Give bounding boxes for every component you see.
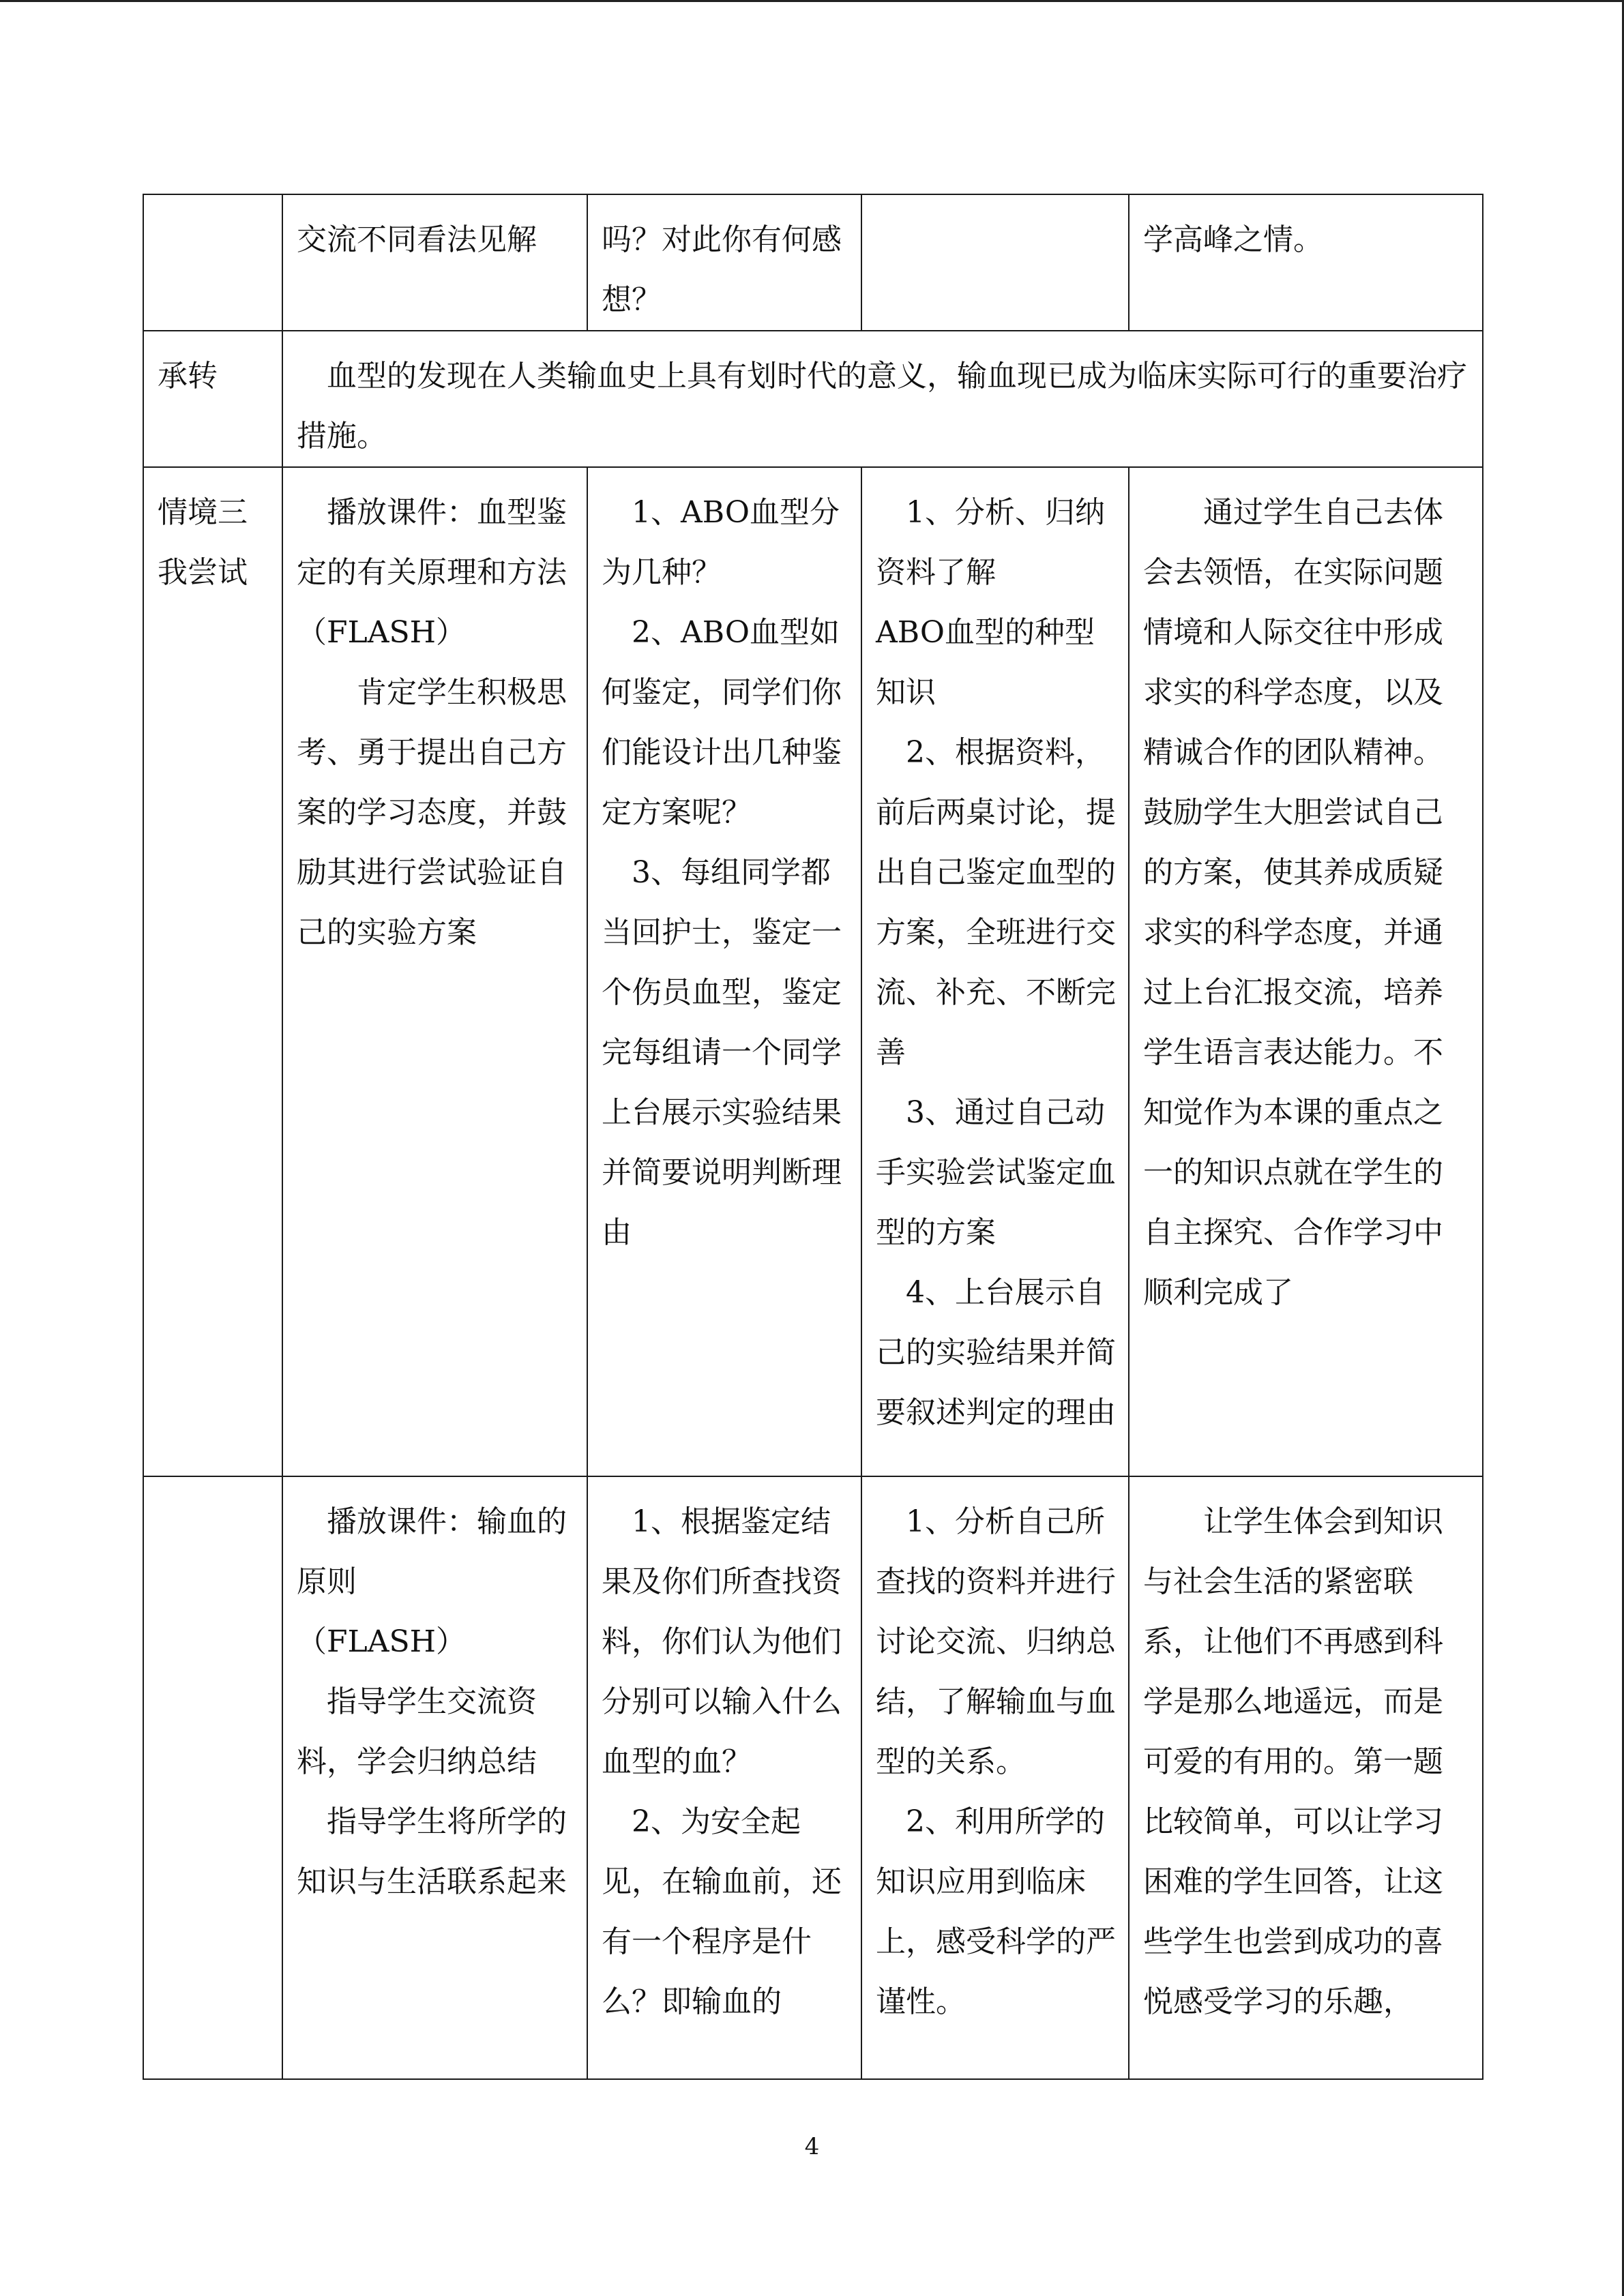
row2-transition-text: [282, 331, 1483, 467]
cell-paragraph: 1、分析自己所查找的资料并进行讨论交流、归纳总结，了解输血与血型的关系。: [876, 1504, 1116, 1779]
row3-teacher-activity: [282, 467, 587, 1476]
cell-paragraph: 播放课件：输血的原则: [297, 1504, 567, 1599]
row2-stage-cell: [143, 331, 282, 467]
row1-question: [587, 194, 861, 331]
cell-paragraph: 指导学生交流资料，学会归纳总结: [297, 1684, 537, 1779]
page-number: 4: [804, 2133, 820, 2160]
cell-paragraph: 指导学生将所学的知识与生活联系起来: [297, 1804, 567, 1899]
row4-student-activity: [861, 1476, 1129, 2079]
cell-paragraph: 让学生体会到知识与社会生活的紧密联系，让他们不再感到科学是那么地遥远，而是可爱的有用的。第一题比较简单，可以让学习困难的学生回答，让这些学生也尝到成功的喜悦感受学习的乐趣，: [1143, 1504, 1443, 2019]
cell-paragraph: ABO血型的种型知识: [876, 615, 1095, 710]
cell-text: 交流不同看法见解: [297, 222, 537, 257]
cell-paragraph: 3、每组同学都当回护士，鉴定一个伤员血型，鉴定完每组请一个同学上台展示实验结果并简要说明判断理由: [602, 855, 842, 1250]
cell-paragraph: 4、上台展示自己的实验结果并简要叙述判定的理由: [876, 1275, 1116, 1430]
table-row: [143, 1476, 1483, 2079]
cell-paragraph: 2、利用所学的知识应用到临床上，感受科学的严谨性。: [876, 1804, 1116, 2019]
cell-paragraph: 2、ABO血型如何鉴定，同学们你们能设计出几种鉴定方案呢？: [602, 615, 842, 830]
cell-paragraph: 通过学生自己去体会去领悟，在实际问题情境和人际交往中形成求实的科学态度，以及精诚合作的团队精神。鼓励学生大胆尝试自己的方案，使其养成质疑求实的科学态度，并通过上台汇报交流，培养学生语言表达能力。不知觉作为本课的重点之一的知识点就在学生的自主探究、合作学习中顺利完成了: [1143, 495, 1443, 1310]
row1-student-activity: [861, 194, 1129, 331]
table-row: [143, 331, 1483, 467]
page-edge-top: [0, 0, 1624, 2]
cell-paragraph: 肯定学生积极思考、勇于提出自己方案的学习态度，并鼓励其进行尝试验证自己的实验方案: [297, 675, 567, 950]
row3-question: [587, 467, 861, 1476]
row1-design-intent: [1129, 194, 1483, 331]
cell-paragraph: 2、根据资料，前后两桌讨论，提出自己鉴定血型的方案，全班进行交流、补充、不断完善: [876, 735, 1116, 1070]
cell-paragraph: 1、根据鉴定结果及你们所查找资料，你们认为他们分别可以输入什么血型的血？: [602, 1504, 842, 1779]
stage-label: 情境三我尝试: [158, 495, 248, 590]
row1-teacher-activity: [282, 194, 587, 331]
row4-question: [587, 1476, 861, 2079]
table-row: [143, 194, 1483, 331]
cell-paragraph: 3、通过自己动手实验尝试鉴定血型的方案: [876, 1095, 1116, 1250]
row3-design-intent: [1129, 467, 1483, 1476]
cell-paragraph: 1、ABO血型分为几种？: [602, 495, 840, 590]
cell-paragraph: 1、分析、归纳资料了解: [876, 495, 1105, 590]
row3-student-activity: [861, 467, 1129, 1476]
row3-stage-cell: [143, 467, 282, 1476]
row1-stage-cell: [143, 194, 282, 331]
lesson-plan-table: [143, 194, 1483, 2080]
cell-text: 血型的发现在人类输血史上具有划时代的意义，输血现已成为临床实际可行的重要治疗措施。: [297, 359, 1467, 453]
cell-paragraph: 播放课件：血型鉴定的有关原理和方法（FLASH）: [297, 495, 567, 650]
stage-label: 承转: [158, 359, 218, 393]
cell-paragraph: （FLASH）: [297, 1624, 467, 1659]
row4-design-intent: [1129, 1476, 1483, 2079]
cell-text: 学高峰之情。: [1143, 222, 1323, 257]
cell-paragraph: 2、为安全起见，在输血前，还有一个程序是什么？即输血的: [602, 1804, 842, 2019]
row4-teacher-activity: [282, 1476, 587, 2079]
table-row: [143, 467, 1483, 1476]
cell-text: 吗？对此你有何感想？: [602, 222, 842, 317]
row4-stage-cell: [143, 1476, 282, 2079]
